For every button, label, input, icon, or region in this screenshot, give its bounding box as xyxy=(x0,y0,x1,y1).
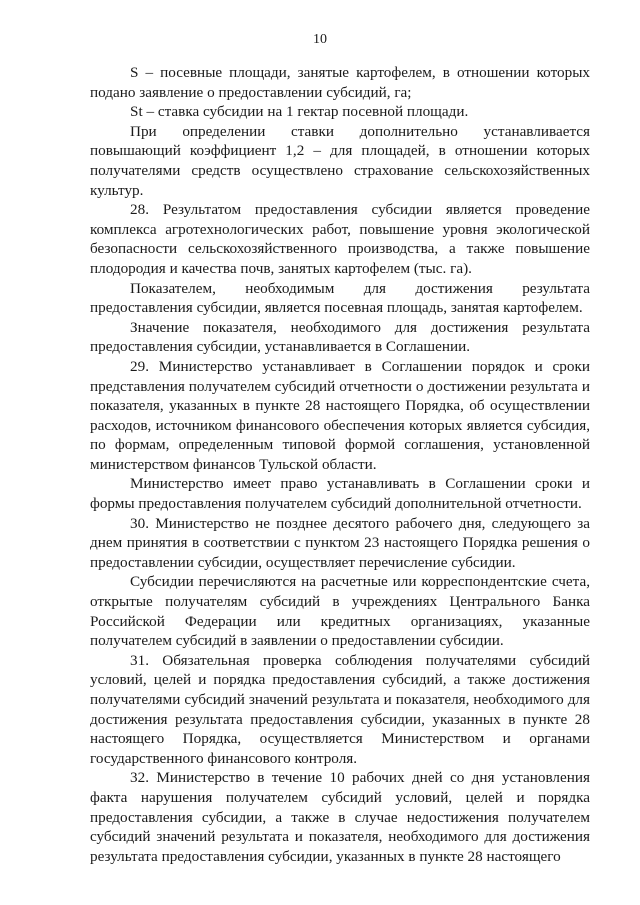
paragraph-additional-reporting: Министерство имеет право устанавливать в Соглашении сроки и формы предоставления получателем субсидий дополнительной отчетности. xyxy=(90,475,590,513)
paragraph-formula-st: St – ставка субсидии на 1 гектар посевной площади. xyxy=(130,103,469,121)
paragraph-item-29: 29. Министерство устанавливает в Соглашении порядок и сроки представления получателем субсидий отчетности о достижении результата и показателя, указанных в пункте 28 настоящего Порядка, об осуществлении расходов, источником финансового обеспечения которых является субсидия, по формам, определенным типовой формой соглашения, установленной министерством финансов Тульской области. xyxy=(90,357,590,473)
paragraph-item-30: 30. Министерство не позднее десятого рабочего дня, следующего за днем принятия в соответствии с пунктом 23 настоящего Порядка решения о предоставлении субсидии, осуществляет перечисление субсидии. xyxy=(90,514,590,571)
paragraph-indicator-value: Значение показателя, необходимого для достижения результата предоставления субсидии, устанавливается в Соглашении. xyxy=(90,318,590,356)
page-number: 10 xyxy=(313,32,327,47)
paragraph-transfer-accounts: Субсидии перечисляются на расчетные или корреспондентские счета, открытые получателям субсидий в учреждениях Центрального Банка Российской Федерации или кредитных организациях, указанные получателем субсидий в заявлении о предоставлении субсидии. xyxy=(90,573,590,650)
paragraph-indicator: Показателем, необходимым для достижения результата предоставления субсидии, является посевная площадь, занятая картофелем. xyxy=(90,279,590,317)
paragraph-item-31: 31. Обязательная проверка соблюдения получателями субсидий условий, целей и порядка предоставления субсидий, а также достижения получателями субсидий значений результата и показателя, необходимого для достижения результата предоставления субсидии, указанных в пункте 28 настоящего Порядка, осуществляется Министерством и органами государственного финансового контроля. xyxy=(90,651,590,767)
paragraph-item-32: 32. Министерство в течение 10 рабочих дней со дня установления факта нарушения получателем субсидий условий, целей и порядка предоставления субсидии, а также в случае недостижения получателем субсидий значений результата и показателя, необходимого для достижения результата предоставления субсидии, указанных в пункте 28 настоящего xyxy=(90,769,590,865)
document-body xyxy=(90,63,590,866)
paragraph-formula-s: S – посевные площади, занятые картофелем, в отношении которых подано заявление о предоставлении субсидий, га; xyxy=(90,64,590,101)
paragraph-item-28: 28. Результатом предоставления субсидии является проведение комплекса агротехнологических работ, повышение уровня экологической безопасности сельскохозяйственного производства, а также повышение плодородия и качества почв, занятых картофелем (тыс. га). xyxy=(90,201,590,277)
paragraph-coefficient: При определении ставки дополнительно устанавливается повышающий коэффициент 1,2 – для площадей, в отношении которых получателями средств осуществлено страхование сельскохозяйственных культур. xyxy=(90,122,590,199)
